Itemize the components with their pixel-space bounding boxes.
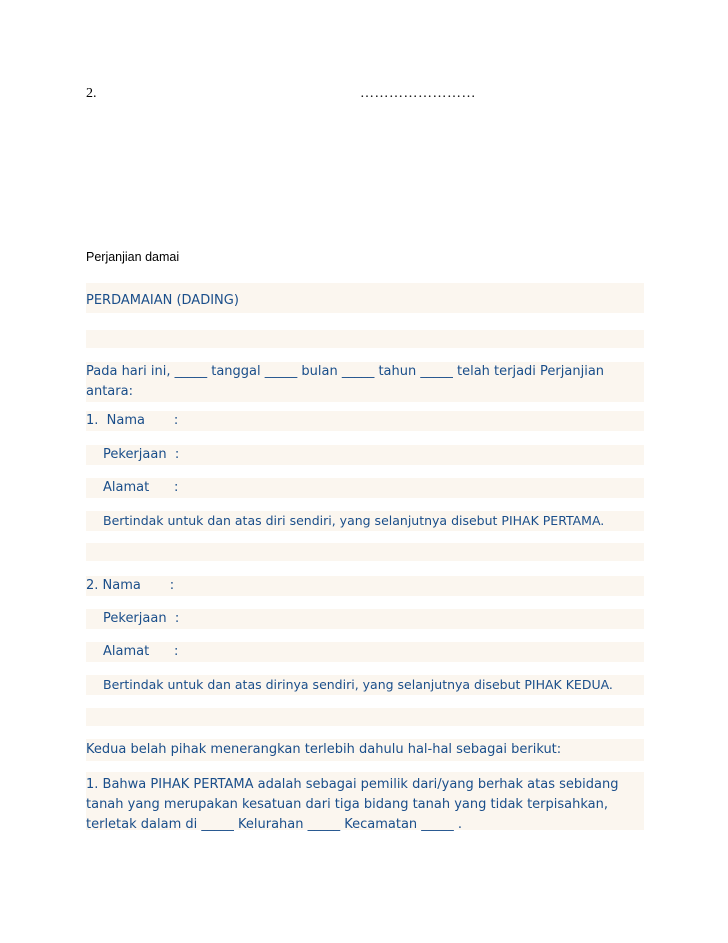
party1-statement: Bertindak untuk dan atas diri sendiri, yang selanjutnya disebut PIHAK PERTAMA. (103, 513, 605, 528)
explain-paragraph: Kedua belah pihak menerangkan terlebih dahulu hal-hal sebagai berikut: (86, 742, 562, 757)
party1-nama: 1. Nama : (86, 413, 179, 428)
party2-nama: 2. Nama : (86, 578, 175, 593)
party2-alamat: Alamat : (103, 644, 179, 659)
party1-alamat: Alamat : (103, 480, 179, 495)
header-line (86, 86, 646, 106)
band-spacer-3 (86, 708, 644, 726)
header-number: 2. (86, 86, 97, 101)
intro-paragraph: Pada hari ini, _____ tanggal _____ bulan _____ tahun _____ telah terjadi Perjanjian antara: (86, 364, 605, 399)
party2-statement: Bertindak untuk dan atas dirinya sendiri, yang selanjutnya disebut PIHAK KEDUA. (103, 677, 613, 692)
band-spacer-1 (86, 330, 644, 348)
party2-pekerjaan: Pekerjaan : (103, 611, 180, 626)
party1-pekerjaan: Pekerjaan : (103, 447, 180, 462)
section-title: Perjanjian damai (86, 250, 180, 264)
header-dots: …………………… (360, 86, 476, 101)
point1-paragraph: 1. Bahwa PIHAK PERTAMA adalah sebagai pemilik dari/yang berhak atas sebidang tanah yang merupakan kesatuan dari tiga bidang tanah yang tidak terpisahkan, terletak dalam di _____ Kelurahan _____ Kecamatan _____ . (86, 777, 619, 832)
doc-title: PERDAMAIAN (DADING) (86, 293, 239, 308)
band-spacer-2 (86, 543, 644, 561)
